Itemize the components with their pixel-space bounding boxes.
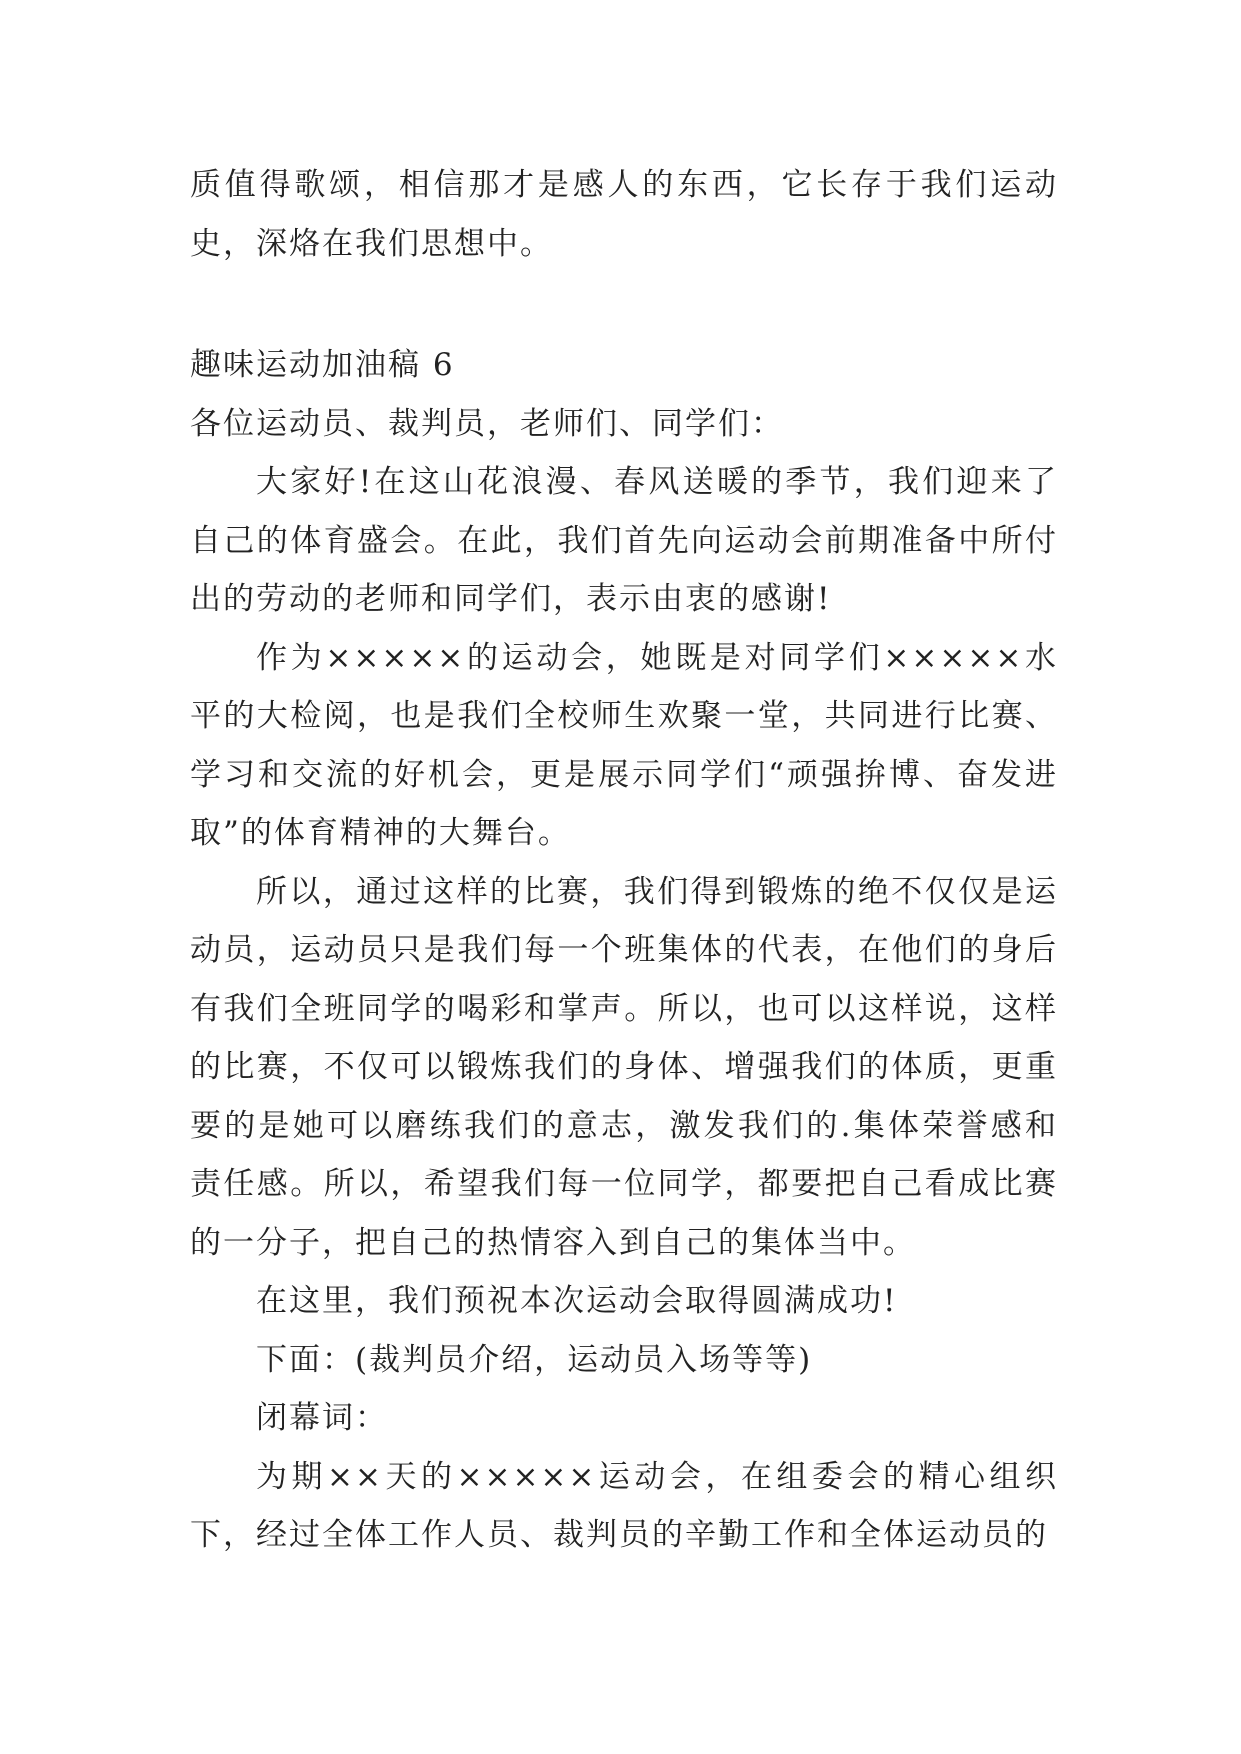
paragraph-purpose: 作为×××××的运动会，她既是对同学们×××××水平的大检阅，也是我们全校师生欢聚一堂，共同进行比赛、学习和交流的好机会，更是展示同学们“顽强拚博、奋发进取”的体育精神的大舞台。 [190, 639, 1058, 851]
section-title: 趣味运动加油稿 6 [190, 347, 455, 383]
article-block [190, 336, 1058, 1565]
paragraph-next: 下面：(裁判员介绍，运动员入场等等) [256, 1341, 813, 1378]
continuation-block [190, 156, 1058, 273]
paragraph-greeting: 大家好!在这山花浪漫、春风送暖的季节，我们迎来了自己的体育盛会。在此，我们首先向运动会前期准备中所付出的劳动的老师和同学们，表示由衷的感谢! [190, 464, 1058, 617]
paragraph-meaning: 所以，通过这样的比赛，我们得到锻炼的绝不仅仅是运动员，运动员只是我们每一个班集体的代表，在他们的身后有我们全班同学的喝彩和掌声。所以，也可以这样说，这样的比赛，不仅可以锻炼我们的身体、增强我们的体质，更重要的是她可以磨练我们的意志，激发我们的.集体荣誉感和责任感。所以，希望我们每一位同学，都要把自己看成比赛的一分子，把自己的热情容入到自己的集体当中。 [190, 873, 1058, 1261]
salutation: 各位运动员、裁判员，老师们、同学们： [190, 405, 784, 442]
paragraph-wish: 在这里，我们预祝本次运动会取得圆满成功! [256, 1283, 898, 1319]
paragraph-closing-label: 闭幕词： [256, 1400, 388, 1436]
paragraph-closing: 为期××天的×××××运动会，在组委会的精心组织下，经过全体工作人员、裁判员的辛勤工作和全体运动员的 [190, 1458, 1058, 1553]
continuation-paragraph: 质值得歌颂，相信那才是感人的东西，它长存于我们运动史，深烙在我们思想中。 [190, 167, 1058, 262]
